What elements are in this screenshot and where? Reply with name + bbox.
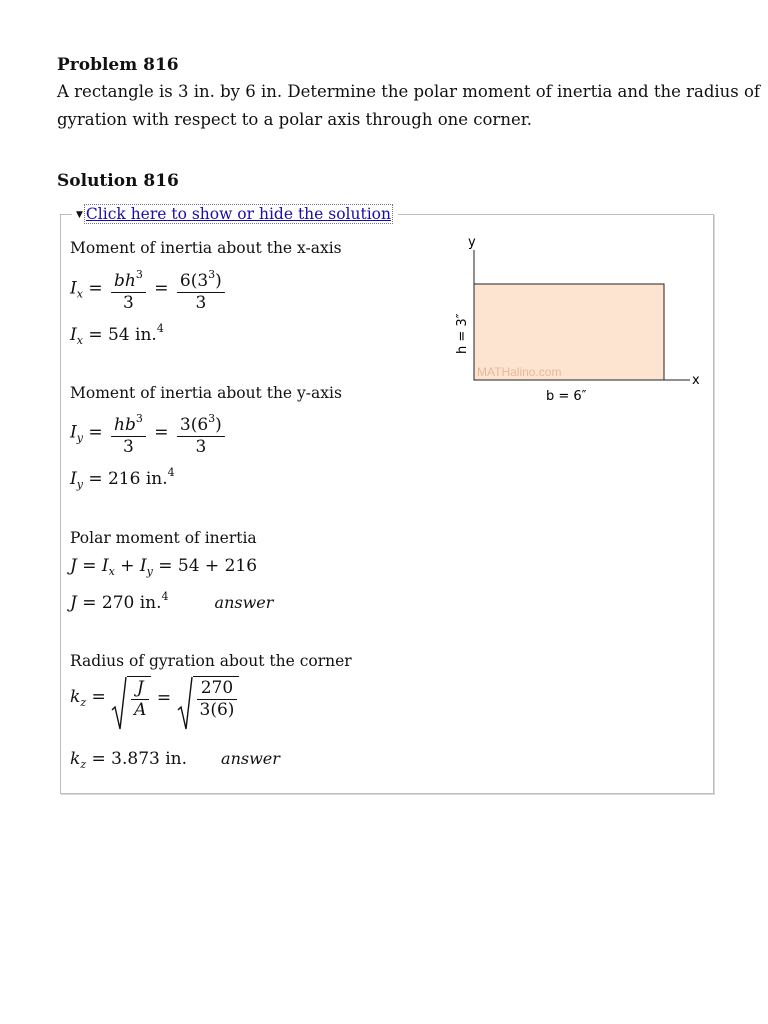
problem-heading: Problem 816 bbox=[57, 55, 179, 75]
equation-ix-formula: $I_x$ = $\frac{bh^3}{3}$ = $\frac{6(3^3)}{3}$ bbox=[70, 265, 228, 313]
iy-result-value: = 216 in. bbox=[88, 469, 168, 489]
k-result-value: = 3.873 in. bbox=[91, 749, 188, 769]
problem-line-2: gyration with respect to a polar axis through one corner. bbox=[57, 110, 533, 129]
solution-toggle[interactable] bbox=[72, 204, 398, 225]
y-axis-label: y bbox=[468, 235, 476, 250]
answer-label-j: answer bbox=[214, 593, 274, 612]
collapse-arrow-icon[interactable]: ▼ bbox=[76, 210, 83, 220]
section-title-y-axis: Moment of inertia about the y-axis bbox=[70, 384, 342, 402]
ix-result-value: = 54 in. bbox=[88, 325, 157, 345]
equation-j-result: J = 270 in.$^4$ answer bbox=[70, 590, 274, 613]
equation-iy-formula: $I_y$ = $\frac{hb^3}{3}$ = $\frac{3(6^3)}{3}$ bbox=[70, 409, 228, 457]
equation-iy-result: $I_y = 216$ in.$^4$ bbox=[70, 466, 175, 491]
section-title-radius: Radius of gyration about the corner bbox=[70, 652, 352, 670]
sqrt-symbol-1: $\frac{J}{A}$ bbox=[111, 676, 151, 720]
section-title-polar: Polar moment of inertia bbox=[70, 529, 257, 547]
rectangle-diagram bbox=[440, 228, 710, 408]
watermark-text: MATHalino.com bbox=[477, 365, 562, 379]
j-sum-values: = 54 + 216 bbox=[158, 556, 258, 576]
equation-k-formula: $k_z$ = $\frac{J}{A}$ = $\frac{270}{3(6)}$ bbox=[70, 676, 239, 720]
equation-k-result: $k_z = 3.873$ in. answer bbox=[70, 749, 280, 771]
x-axis-label: x bbox=[692, 373, 700, 388]
base-label: b = 6″ bbox=[546, 389, 587, 404]
answer-label-k: answer bbox=[221, 749, 280, 768]
equation-j-sum: $J = I_x + I_y = 54 + 216$ bbox=[70, 556, 258, 578]
solution-toggle-link[interactable]: Click here to show or hide the solution bbox=[85, 205, 391, 223]
equation-ix-result: $I_x = 54$ in.$^4$ bbox=[70, 322, 164, 347]
problem-statement bbox=[57, 78, 760, 134]
solution-heading: Solution 816 bbox=[57, 171, 179, 191]
section-title-x-axis: Moment of inertia about the x-axis bbox=[70, 239, 342, 257]
j-result-value: = 270 in. bbox=[82, 593, 162, 613]
problem-line-1: A rectangle is 3 in. by 6 in. Determine the polar moment of inertia and the radius of bbox=[57, 82, 761, 101]
height-label: h = 3″ bbox=[455, 313, 470, 354]
sqrt-symbol-2: $\frac{270}{3(6)}$ bbox=[177, 676, 240, 720]
